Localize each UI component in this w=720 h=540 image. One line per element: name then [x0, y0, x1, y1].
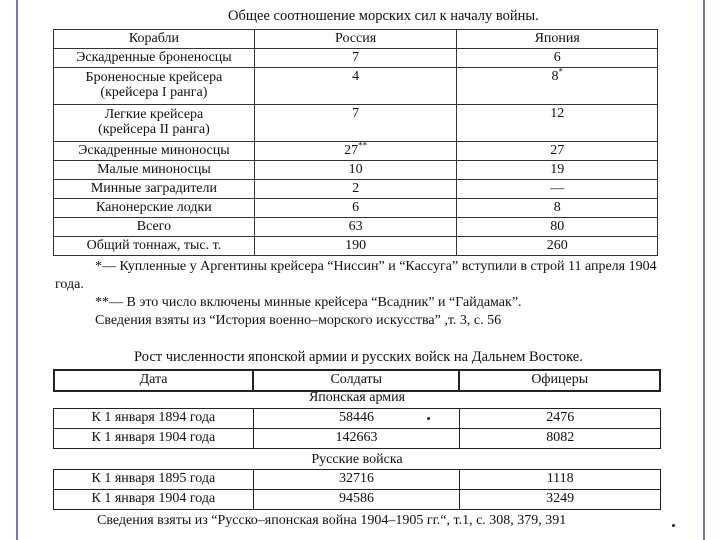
date-cell: К 1 января 1904 года: [54, 490, 254, 510]
table-row: [54, 68, 658, 105]
army-table-header: [53, 369, 661, 392]
officers-cell: 3249: [460, 490, 661, 510]
japan-army-table: [53, 408, 661, 449]
table-header-row: [54, 370, 660, 391]
russia-count: 7: [254, 105, 457, 142]
footnote-mark: *: [558, 66, 563, 77]
russia-count: 190: [254, 237, 457, 256]
section-russia: Русские войска: [311, 452, 403, 467]
ship-type: Эскадренные броненосцы: [54, 49, 255, 68]
date-cell: К 1 января 1894 года: [54, 409, 254, 429]
table-row: [54, 142, 658, 161]
naval-forces-table: [53, 29, 658, 256]
date-cell: К 1 января 1895 года: [54, 470, 254, 490]
table2-title: Рост численности японской армии и русских войск на Дальнем Востоке.: [134, 349, 583, 365]
ship-type: Эскадренные миноносцы: [54, 142, 255, 161]
header-date: Дата: [54, 370, 253, 391]
table-row: [54, 470, 661, 490]
ship-type: Всего: [54, 218, 255, 237]
header-officers: Офицеры: [459, 370, 660, 391]
date-cell: К 1 января 1904 года: [54, 429, 254, 449]
russia-count: 6: [254, 199, 457, 218]
soldiers-cell: 32716: [253, 470, 460, 490]
japan-count: —: [457, 180, 658, 199]
soldiers-cell: 142663: [253, 429, 460, 449]
table-header-row: [54, 30, 658, 49]
header-ships: Корабли: [54, 30, 255, 49]
russia-count-cell: [254, 142, 457, 161]
section-japan: Японская армия: [308, 390, 406, 405]
officers-cell: 1118: [460, 470, 661, 490]
russia-count: 2: [254, 180, 457, 199]
header-soldiers: Солдаты: [253, 370, 459, 391]
ship-type: Общий тоннаж, тыс. т.: [54, 237, 255, 256]
table-row: [54, 429, 661, 449]
footnotes: [55, 258, 665, 330]
japan-count: 12: [457, 105, 658, 142]
header-russia: Россия: [254, 30, 457, 49]
japan-count: 80: [457, 218, 658, 237]
russia-count: 7: [254, 49, 457, 68]
ship-type: Легкие крейсера (крейсера II ранга): [54, 105, 255, 142]
russia-army-table: [53, 469, 661, 510]
soldiers-cell: 58446: [253, 409, 460, 429]
footnote-2: **— В это число включены минные крейсера “Всадник” и “Гайдамак”.: [95, 295, 522, 310]
scan-speck: [672, 524, 675, 527]
footnote-mark: **: [358, 140, 368, 150]
table-row: [54, 237, 658, 256]
japan-count: 260: [457, 237, 658, 256]
table1-title: Общее соотношение морских сил к началу войны.: [228, 8, 539, 24]
table-row: [54, 161, 658, 180]
scan-speck: [427, 417, 430, 420]
source-note-2: Сведения взяты из “Русско–японская война 1904–1905 гг.“, т.1, с. 308, 379, 391: [97, 513, 567, 528]
table-row: [54, 409, 661, 429]
table-row: [54, 199, 658, 218]
table-row: [54, 105, 658, 142]
japan-count: 8: [551, 69, 559, 84]
japan-count: 19: [457, 161, 658, 180]
japan-count: 8: [457, 199, 658, 218]
soldiers-cell: 94586: [253, 490, 460, 510]
ship-type: Канонерские лодки: [54, 199, 255, 218]
table-row: [54, 49, 658, 68]
russia-count: 27: [344, 142, 359, 158]
officers-cell: 8082: [460, 429, 661, 449]
russia-count: 63: [254, 218, 457, 237]
russia-count: 10: [254, 161, 457, 180]
russia-count: 4: [254, 68, 457, 105]
ship-type: Минные заградители: [54, 180, 255, 199]
officers-cell: 2476: [460, 409, 661, 429]
ship-type: Малые миноносцы: [54, 161, 255, 180]
source-note-1: Сведения взяты из “История военно–морского искусства” ,т. 3, с. 56: [95, 313, 502, 328]
table-row: [54, 180, 658, 199]
table-row: [54, 218, 658, 237]
table-row: [54, 490, 661, 510]
header-japan: Япония: [457, 30, 658, 49]
footnote-1: *— Купленные у Аргентины крейсера “Ниссин” и “Кассуга” вступили в строй 11 апреля 1904 года.: [55, 259, 657, 292]
japan-count-cell: [457, 68, 658, 105]
ship-type: Броненосные крейсера (крейсера I ранга): [54, 68, 255, 105]
japan-count: 27: [457, 142, 658, 161]
japan-count: 6: [457, 49, 658, 68]
